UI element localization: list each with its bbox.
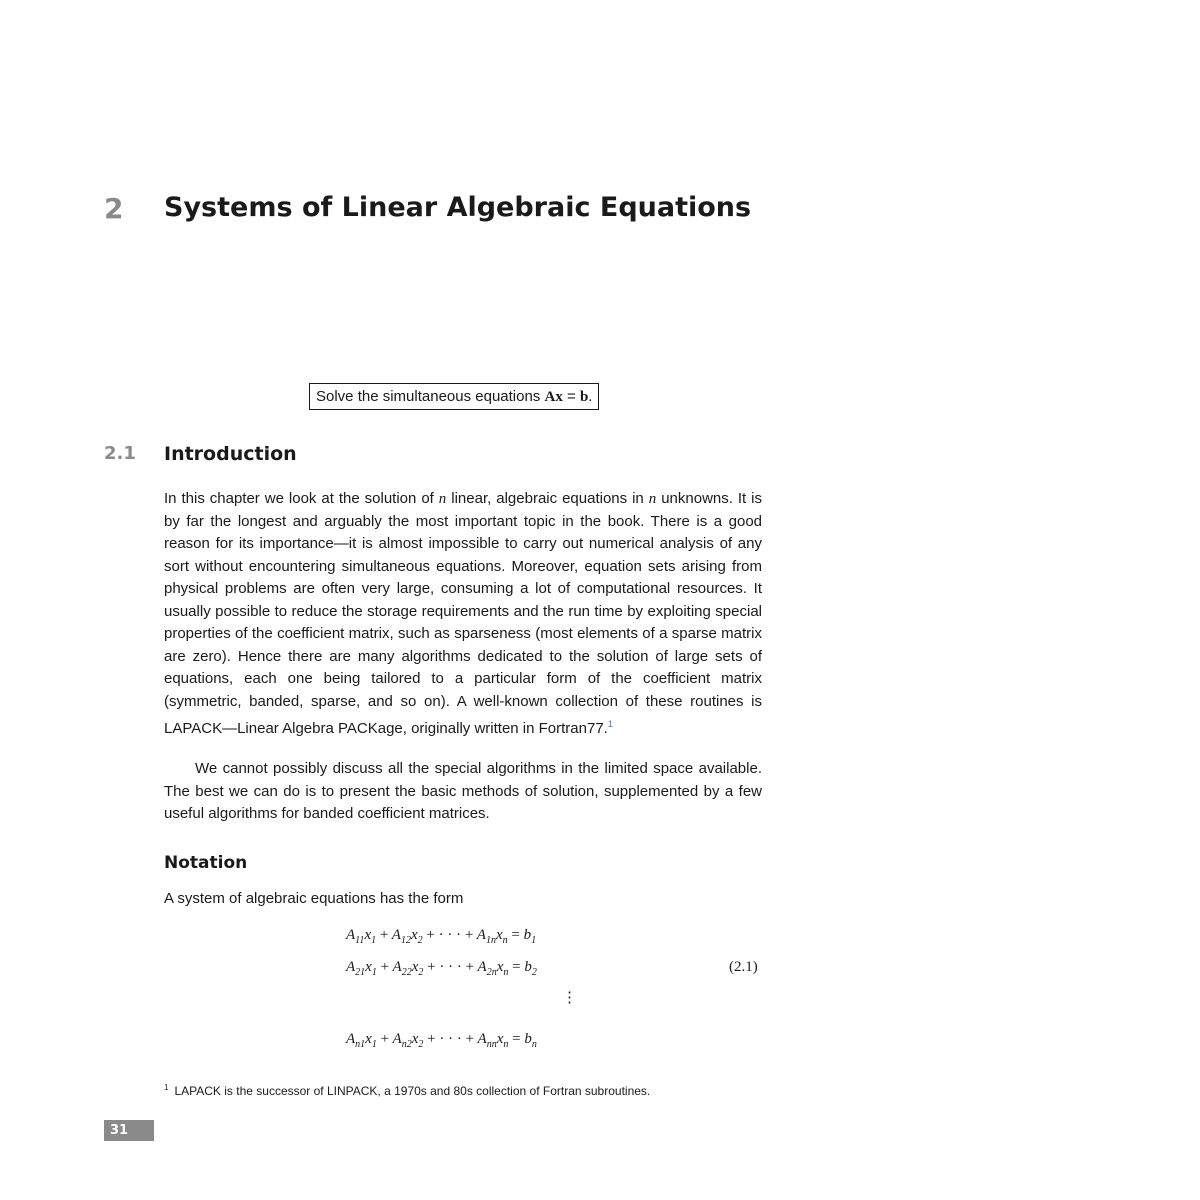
intro-paragraph-1 bbox=[164, 488, 762, 741]
epigraph-matrix: Ax bbox=[544, 389, 563, 405]
epigraph-vector: b bbox=[579, 389, 589, 405]
p1-text-c: unknowns. It is by far the longest and arguably the most important topic in the book. There is a good reason for its importance—it is almost impossible to carry out numerical analysis of any sort without encountering simultaneous equations. Moreover, equation sets arising from physical problems are often very large, consuming a lot of computational resources. It usually possible to reduce the storage requirements and the run time by exploiting special properties of the coefficient matrix, such as sparseness (most elements of a sparse matrix are zero). Hence there are many algorithms dedicated to the solution of large sets of equations, each one being tailored to a particular form of the coefficient matrix (symmetric, banded, sparse, and so on). A well-known collection of these routines is LAPACK—Linear Algebra PACKage, originally written in Fortran77. bbox=[164, 490, 762, 737]
epigraph-equals: = bbox=[562, 388, 580, 405]
p1-var-n: n bbox=[438, 491, 447, 507]
p1-text-b: linear, algebraic equations in bbox=[446, 490, 649, 507]
chapter-title: Systems of Linear Algebraic Equations bbox=[164, 192, 752, 223]
p1-text-a: In this chapter we look at the solution of bbox=[164, 490, 439, 507]
notation-intro: A system of algebraic equations has the form bbox=[164, 890, 464, 907]
footnote bbox=[164, 1083, 650, 1098]
intro-paragraph-2: We cannot possibly discuss all the special algorithms in the limited space available. The best we can do is to present the basic methods of solution, supplemented by a few useful algorithms for banded coefficient matrices. bbox=[164, 760, 762, 822]
notation-heading: Notation bbox=[164, 853, 248, 873]
section-title: Introduction bbox=[164, 443, 297, 465]
epigraph-prefix: Solve the simultaneous equations bbox=[316, 388, 545, 405]
equation-row-n: $A_{n1}x_1 + A_{n2}x_2$ + · · · + $A_{nn}x_n = b_n$ bbox=[346, 1031, 537, 1050]
page-number: 31 bbox=[104, 1120, 154, 1141]
section-number: 2.1 bbox=[104, 443, 136, 464]
epigraph-box bbox=[309, 383, 599, 410]
footnote-reference[interactable]: 1 bbox=[607, 719, 613, 729]
chapter-number: 2 bbox=[104, 192, 124, 225]
p1-var-n: n bbox=[648, 491, 657, 507]
footnote-text: LAPACK is the successor of LINPACK, a 1970s and 80s collection of Fortran subroutines. bbox=[174, 1084, 651, 1098]
vertical-ellipsis: ⋮ bbox=[562, 990, 577, 1006]
epigraph-suffix: . bbox=[588, 388, 593, 405]
equation-row-1: $A_{11}x_1 + A_{12}x_2$ + · · · + $A_{1n}x_n = b_1$ bbox=[346, 927, 537, 946]
footnote-mark: 1 bbox=[164, 1083, 169, 1092]
equation-number: (2.1) bbox=[729, 959, 758, 975]
equation-row-2: $A_{21}x_1 + A_{22}x_2$ + · · · + $A_{2n}x_n = b_2$ bbox=[346, 959, 537, 978]
